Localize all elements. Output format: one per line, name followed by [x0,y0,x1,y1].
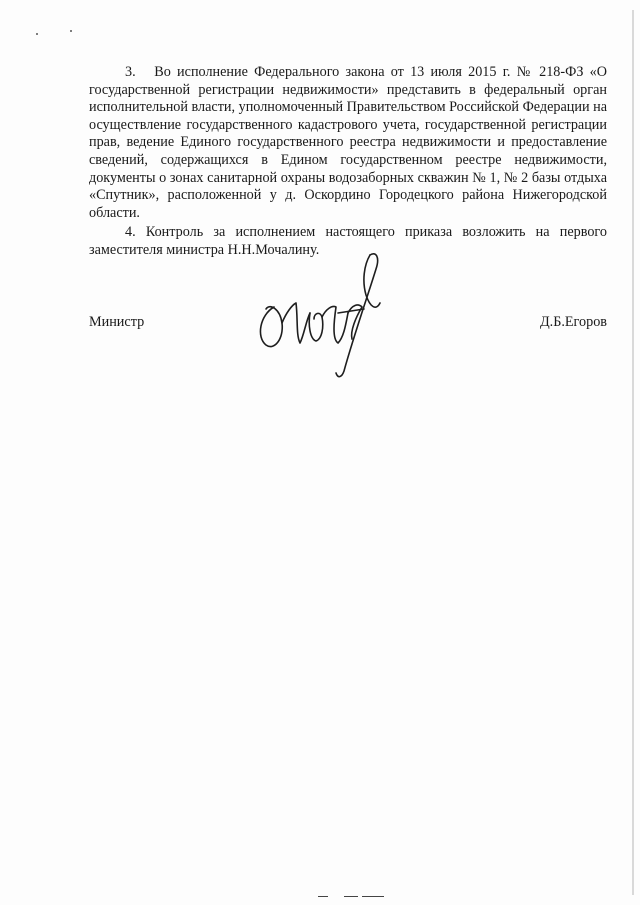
handwritten-signature-icon [252,247,392,382]
signatory-position: Министр [89,314,145,330]
paragraph-3: 3. Во исполнение Федерального закона от 13 июля 2015 г. № 218-ФЗ «О государственной регистрации недвижимости» представить в федеральный орган исполнительной власти, уполномоченный Правительством Российской Федерации на осуществление государственного кадастрового учета, государственной регистрации прав, ведение Единого государственного реестра недвижимости и предоставление сведений, содержащихся в Едином государственном реестре недвижимости, документы о зонах санитарной охраны водозаборных скважин № 1, № 2 базы отдыха «Спутник», расположенной у д. Оскордино Городецкого района Нижегородской области. [89,64,608,221]
signatory-name: Д.Б.Егоров [539,314,607,330]
footer-scan-marks [318,895,398,899]
scan-edge-line [632,10,634,895]
paragraph-4: 4. Контроль за исполнением настоящего приказа возложить на первого заместителя министра Н.Н.Мочалину. [89,224,607,258]
scan-speck [70,30,72,32]
document-body [89,64,607,260]
scan-speck [36,33,38,35]
